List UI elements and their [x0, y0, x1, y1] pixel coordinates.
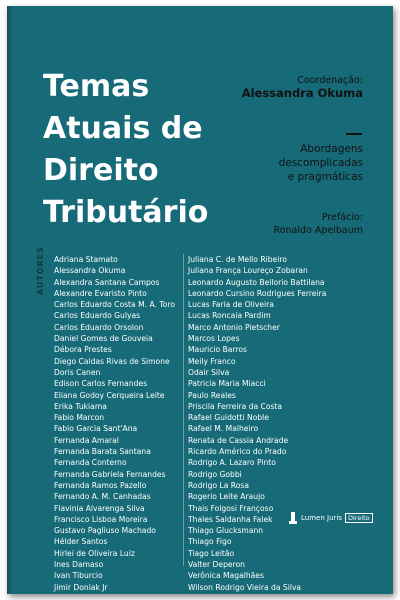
author-name: Fernanda Ramos Pazello [54, 480, 147, 490]
author-name: Rafael M. Malheiro [188, 424, 259, 434]
coordinator-name: Alessandra Okuma [241, 86, 363, 100]
author-name: Alessandra Okuma [54, 266, 126, 276]
author-name: Fernanda Barata Santana [54, 447, 151, 457]
authors-label [33, 245, 46, 296]
author-name: Mauricio Barros [188, 345, 248, 355]
author-name: Alexandre Evaristo Pinto [54, 288, 147, 298]
author-name: Meily Franco [188, 356, 236, 366]
author-name: Doris Canen [54, 367, 101, 377]
subtitle-line: Abordagens [300, 143, 363, 155]
author-name: Leonardo Augusto Bellorio Battilana [188, 277, 325, 287]
author-name: Patricia Maria Miacci [188, 379, 266, 389]
author-name: Ines Damaso [54, 560, 104, 570]
title-line: Direito [43, 153, 159, 188]
preface-label: Prefácio: [321, 212, 363, 223]
publisher-name: Lumen Juris [301, 514, 342, 522]
column-divider [183, 254, 184, 566]
author-name: Fernanda Gabriela Fernandes [54, 469, 166, 479]
subtitle-line: descomplicadas [278, 157, 363, 169]
author-name: Eliana Godoy Cerqueira Leite [54, 390, 165, 400]
book-subtitle [279, 142, 363, 184]
author-name: Débora Prestes [54, 345, 112, 355]
author-name: Carlos Eduardo Gulyas [54, 311, 141, 321]
author-name: Paulo Reales [188, 390, 236, 400]
author-name: Valter Deperon [188, 560, 245, 570]
subtitle-line: e pragmáticas [287, 171, 363, 183]
author-name: Carlos Eduardo Costa M. A. Toro [54, 300, 175, 310]
author-name: Rodrigo A. Lazaro Pinto [188, 458, 276, 468]
author-name: Rafael Guidotti Noble [188, 413, 269, 423]
author-name: Erika Tukiama [54, 401, 107, 411]
author-name: Marco Antonio Pietscher [188, 322, 280, 332]
author-name: Juliana França Loureço Zobaran [188, 266, 308, 276]
author-name: Alexandra Santana Campos [54, 277, 160, 287]
book-cover [7, 6, 393, 594]
book-title [43, 66, 263, 234]
preface-author: Ronaldo Apelbaum [273, 225, 363, 236]
author-name: Odair Silva [188, 367, 230, 377]
author-name: Thiago Glucksmann [188, 526, 264, 536]
publisher-mark-icon [289, 512, 297, 524]
author-name: Fabio Garcia Sant'Ana [54, 424, 138, 434]
author-name: Ricardo Américo do Prado [188, 447, 287, 457]
authors-column-right [188, 254, 333, 593]
author-name: Rogerio Leite Araujo [188, 492, 265, 502]
author-name: Marcos Lopes [188, 334, 240, 344]
author-name: Thiago Figo [188, 537, 232, 547]
author-name: Daniel Gomes de Gouveia [54, 334, 153, 344]
author-name: Adriana Stamato [54, 255, 118, 264]
author-name: Lucas Faria de Oliveira [188, 300, 274, 310]
author-name: Lucas Roncaia Pardim [188, 311, 271, 321]
author-name: Verônica Magalhães [188, 571, 264, 581]
author-name: Jimir Doniak Jr [54, 582, 108, 592]
author-name: Hélder Santos [54, 537, 108, 547]
authors-label-text: AUTORES [36, 245, 46, 296]
author-name: Thais Folgosi Françoso [188, 503, 274, 513]
author-name: Edison Carlos Fernandes [54, 379, 148, 389]
author-name: Hirlei de Oliveira Luiz [54, 548, 135, 558]
author-name: Thales Saldanha Falek [188, 514, 273, 524]
author-name: Francisco Lisboa Moreira [54, 514, 148, 524]
author-name: Fabio Marcon [54, 413, 105, 423]
coordination-label: Coordenação: [297, 75, 363, 86]
author-name: Fernando A. M. Canhadas [54, 492, 151, 502]
publisher-tag: Direito [345, 513, 373, 523]
author-name: Fernanda Amaral [54, 435, 119, 445]
author-name: Priscila Ferreira da Costa [188, 401, 283, 411]
author-name: Wilson Rodrigo Vieira da Silva [188, 582, 302, 592]
author-name: Carlos Eduardo Orsolon [54, 322, 144, 332]
title-line: Temas [43, 69, 150, 104]
publisher-logo [289, 512, 373, 524]
author-name: Renata de Cassia Andrade [188, 435, 289, 445]
author-name: Diego Caldas Rivas de Simone [54, 356, 170, 366]
author-name: Rodrigo Gobbi [188, 469, 242, 479]
divider-dash [346, 133, 362, 135]
author-name: Tiago Leitão [188, 548, 235, 558]
author-name: Leonardo Cursino Rodrigues Ferreira [188, 288, 327, 298]
title-line: Tributário [43, 195, 209, 230]
author-name: Fernanda Conterno [54, 458, 127, 468]
author-name: Ivan Tiburcio [54, 571, 103, 581]
author-name: Rodrigo La Rosa [188, 480, 250, 490]
author-name: Gustavo Pagliuso Machado [54, 526, 156, 536]
title-line: Atuais de [43, 111, 203, 146]
author-name: Flavinia Alvarenga Silva [54, 503, 145, 513]
author-name: Juliana C. de Mello Ribeiro [188, 255, 287, 264]
authors-column-left [54, 254, 184, 593]
